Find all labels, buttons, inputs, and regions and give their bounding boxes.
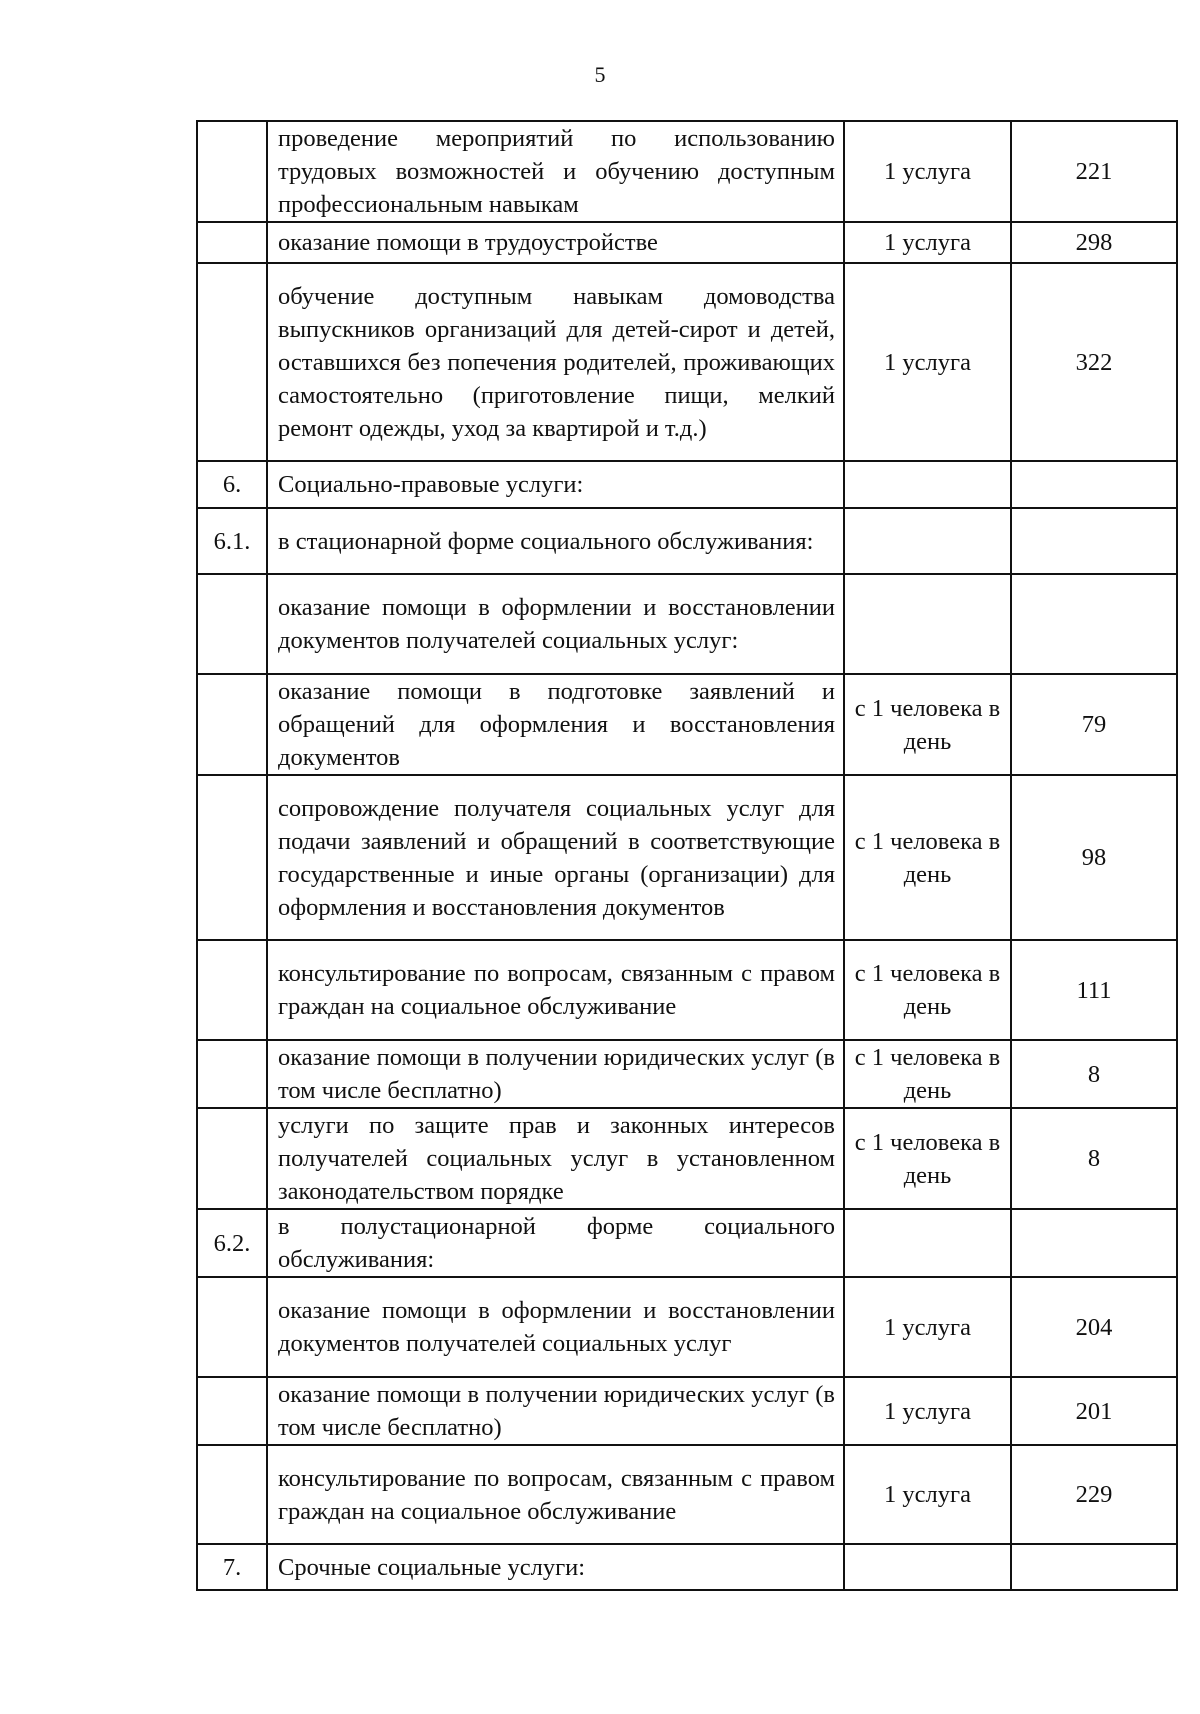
service-value: 98 [1011,775,1177,940]
unit-of-service [844,1544,1011,1590]
table-row [197,674,1177,775]
row-number: 6.1. [197,508,267,574]
row-number [197,1040,267,1108]
table-row [197,508,1177,574]
service-name: сопровождение получателя социальных услуг для подачи заявлений и обращений в соответствующие государственные и иные органы (организации) для оформления и восстановления документов [267,775,844,940]
row-number [197,121,267,222]
service-value: 79 [1011,674,1177,775]
unit-of-service: 1 услуга [844,1277,1011,1377]
table-row [197,461,1177,508]
service-value: 322 [1011,263,1177,461]
page-number: 5 [594,62,606,87]
row-number [197,263,267,461]
row-number [197,1277,267,1377]
unit-of-service [844,574,1011,674]
unit-of-service: с 1 человека в день [844,674,1011,775]
service-value [1011,1544,1177,1590]
table-row [197,121,1177,222]
service-name: оказание помощи в трудоустройстве [267,222,844,263]
table-row [197,1377,1177,1445]
service-group-title: оказание помощи в оформлении и восстановлении документов получателей социальных услуг: [267,574,844,674]
service-value [1011,1209,1177,1277]
row-number [197,674,267,775]
service-value: 298 [1011,222,1177,263]
service-value: 8 [1011,1108,1177,1209]
table-row [197,1209,1177,1277]
table-row [197,574,1177,674]
services-table [196,120,1178,1591]
subsection-title: в стационарной форме социального обслуживания: [267,508,844,574]
row-number [197,574,267,674]
unit-of-service: с 1 человека в день [844,1040,1011,1108]
row-number: 6. [197,461,267,508]
unit-of-service [844,508,1011,574]
row-number [197,775,267,940]
section-title: Срочные социальные услуги: [267,1544,844,1590]
unit-of-service: с 1 человека в день [844,940,1011,1040]
table-row [197,222,1177,263]
section-title: Социально-правовые услуги: [267,461,844,508]
service-name: оказание помощи в получении юридических услуг (в том числе бесплатно) [267,1040,844,1108]
row-number [197,1108,267,1209]
unit-of-service [844,461,1011,508]
service-name: оказание помощи в оформлении и восстановлении документов получателей социальных услуг [267,1277,844,1377]
unit-of-service: 1 услуга [844,222,1011,263]
unit-of-service: 1 услуга [844,1445,1011,1544]
service-name: консультирование по вопросам, связанным с правом граждан на социальное обслуживание [267,940,844,1040]
service-value: 229 [1011,1445,1177,1544]
unit-of-service: с 1 человека в день [844,1108,1011,1209]
service-value: 204 [1011,1277,1177,1377]
service-value: 8 [1011,1040,1177,1108]
unit-of-service: с 1 человека в день [844,775,1011,940]
service-name: оказание помощи в получении юридических услуг (в том числе бесплатно) [267,1377,844,1445]
table-row [197,1040,1177,1108]
service-value [1011,461,1177,508]
table-row [197,1445,1177,1544]
row-number [197,1377,267,1445]
table-row [197,940,1177,1040]
row-number: 7. [197,1544,267,1590]
table-row [197,775,1177,940]
service-value: 201 [1011,1377,1177,1445]
unit-of-service: 1 услуга [844,263,1011,461]
subsection-title: в полустационарной форме социального обслуживания: [267,1209,844,1277]
unit-of-service [844,1209,1011,1277]
table-row [197,1544,1177,1590]
service-value [1011,574,1177,674]
row-number [197,940,267,1040]
row-number [197,222,267,263]
table-row [197,263,1177,461]
row-number [197,1445,267,1544]
service-value: 111 [1011,940,1177,1040]
service-value: 221 [1011,121,1177,222]
service-name: консультирование по вопросам, связанным с правом граждан на социальное обслуживание [267,1445,844,1544]
service-value [1011,508,1177,574]
service-name: обучение доступным навыкам домоводства выпускников организаций для детей-сирот и детей, оставшихся без попечения родителей, проживающих самостоятельно (приготовление пищи, мелкий ремонт одежды, уход за квартирой и т.д.) [267,263,844,461]
service-name: оказание помощи в подготовке заявлений и обращений для оформления и восстановления документов [267,674,844,775]
unit-of-service: 1 услуга [844,1377,1011,1445]
table-row [197,1277,1177,1377]
unit-of-service: 1 услуга [844,121,1011,222]
row-number: 6.2. [197,1209,267,1277]
service-name: проведение мероприятий по использованию трудовых возможностей и обучению доступным профессиональным навыкам [267,121,844,222]
service-name: услуги по защите прав и законных интересов получателей социальных услуг в установленном законодательством порядке [267,1108,844,1209]
table-row [197,1108,1177,1209]
